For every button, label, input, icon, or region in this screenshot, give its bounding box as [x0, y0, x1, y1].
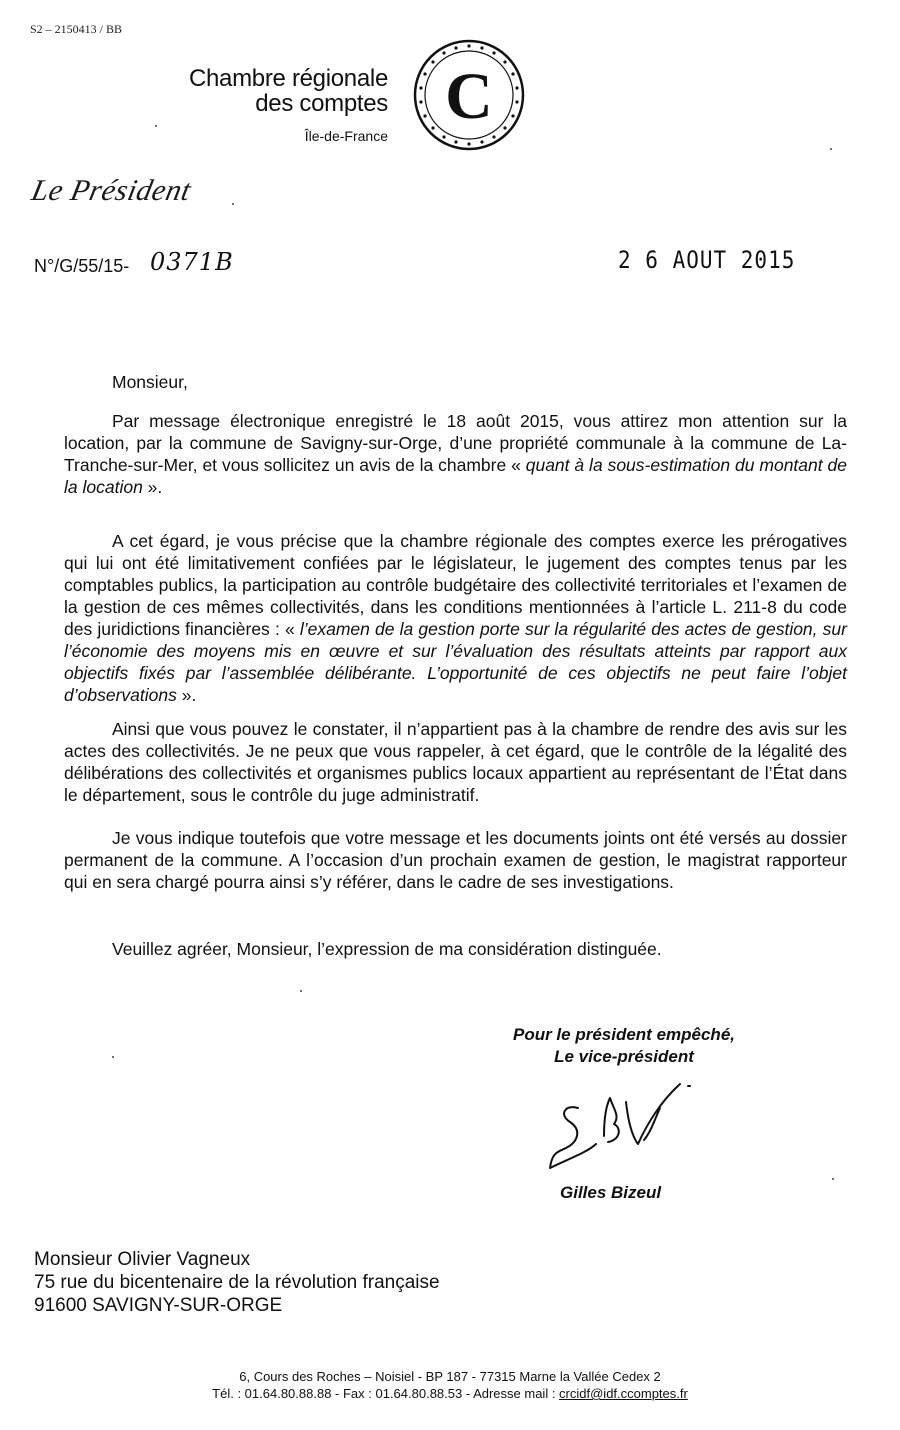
signature-line1: Pour le président empêché,: [512, 1025, 735, 1044]
paragraph-1-quote: quant à la sous-estimation du montant de la location: [64, 455, 847, 497]
recipient-name: Monsieur Olivier Vagneux: [34, 1249, 251, 1270]
paragraph-4: [64, 827, 847, 893]
court-of-accounts-seal: [412, 38, 526, 152]
scan-speck: [830, 148, 832, 150]
organization-name: [150, 66, 388, 116]
recipient-city: 91600 SAVIGNY-SUR-ORGE: [34, 1295, 283, 1316]
paragraph-1: [64, 410, 847, 498]
signature-line2: Le vice-président: [554, 1047, 694, 1066]
paragraph-1-text: Par message électronique enregistré le 18 août 2015, vous attirez mon attention sur la location, par la commune de Savigny-sur-Orge, d’une propriété communale à la commune de La-Tranche-sur-Mer, et vous sollicitez un avis de la chambre «: [64, 411, 847, 475]
seal-letter: C: [445, 60, 493, 133]
organization-name-line1: Chambre régionale: [188, 65, 388, 92]
paragraph-2: [64, 530, 847, 706]
recipient-street: 75 rue du bicentenaire de la révolution française: [34, 1272, 440, 1293]
organization-name-line2: des comptes: [255, 90, 388, 117]
reference-label: N°/G/55/15-: [34, 256, 130, 276]
footer-address: 6, Cours des Roches – Noisiel - BP 187 - 77315 Marne la Vallée Cedex 2: [239, 1369, 661, 1384]
footer-contact: [150, 1385, 750, 1402]
signatory-name: Gilles Bizeul: [560, 1183, 662, 1202]
document-reference-code: S2 – 2150413 / BB: [30, 22, 123, 36]
scan-speck: [155, 125, 157, 127]
recipient-address: [34, 1248, 440, 1317]
paragraph-2-closing: ».: [176, 685, 197, 705]
reference-handwritten-number: 0371B: [150, 248, 234, 276]
signature-block: [480, 1024, 768, 1068]
scan-speck: [832, 1178, 834, 1180]
footer-email-link[interactable]: crcidf@idf.ccomptes.fr: [559, 1386, 688, 1401]
paragraph-5: [64, 938, 847, 960]
paragraph-3-text: Ainsi que vous pouvez le constater, il n’appartient pas à la chambre de rendre des avis sur les actes des collectivités. Je ne peux que vous rappeler, à cet égard, que le contrôle de la légalité des délibérations des collectivités et organismes publics locaux appartient au représentant de l’État dans le département, sous le contrôle du juge administratif.: [64, 719, 847, 805]
paragraph-1-closing: ».: [142, 477, 163, 497]
organization-region: Île-de-France: [304, 128, 388, 144]
footer: [150, 1368, 750, 1402]
paragraph-3: [64, 718, 847, 806]
paragraph-2-quote: l’examen de la gestion porte sur la régularité des actes de gestion, sur l’économie des moyens mis en œuvre et sur l’évaluation des résultats atteints par rapport aux objectifs fixés par l’assemblée délibérante. L’opportunité de ces objectifs ne peut faire l’objet d’observations: [64, 619, 847, 705]
paragraph-4-text: Je vous indique toutefois que votre message et les documents joints ont été versés au dossier permanent de la commune. A l’occasion d’un prochain examen de gestion, le magistrat rapporteur qui en sera chargé pourra ainsi s’y référer, dans le cadre de ses investigations.: [64, 828, 847, 892]
salutation: Monsieur,: [112, 372, 188, 392]
paragraph-5-text: Veuillez agréer, Monsieur, l’expression de ma considération distinguée.: [112, 939, 662, 959]
scan-speck: [232, 203, 234, 205]
handwritten-signature: [548, 1080, 698, 1180]
paragraph-2-text: A cet égard, je vous précise que la chambre régionale des comptes exerce les prérogatives qui lui ont été limitativement confiées par le législateur, le jugement des comptes tenus par les comptables publics, la participation au contrôle budgétaire des collectivité territoriales et l’examen de la gestion de ces mêmes collectivités, dans les conditions mentionnées à l’article L. 211-8 du code des juridictions financières : «: [64, 531, 847, 639]
footer-contact-text: Tél. : 01.64.80.88.88 - Fax : 01.64.80.88.53 - Adresse mail :: [212, 1386, 560, 1401]
scan-speck: [112, 1056, 114, 1058]
date-stamp: 2 6 AOUT 2015: [618, 246, 796, 274]
president-title: Le Président: [28, 174, 195, 207]
scan-speck: [300, 990, 302, 992]
